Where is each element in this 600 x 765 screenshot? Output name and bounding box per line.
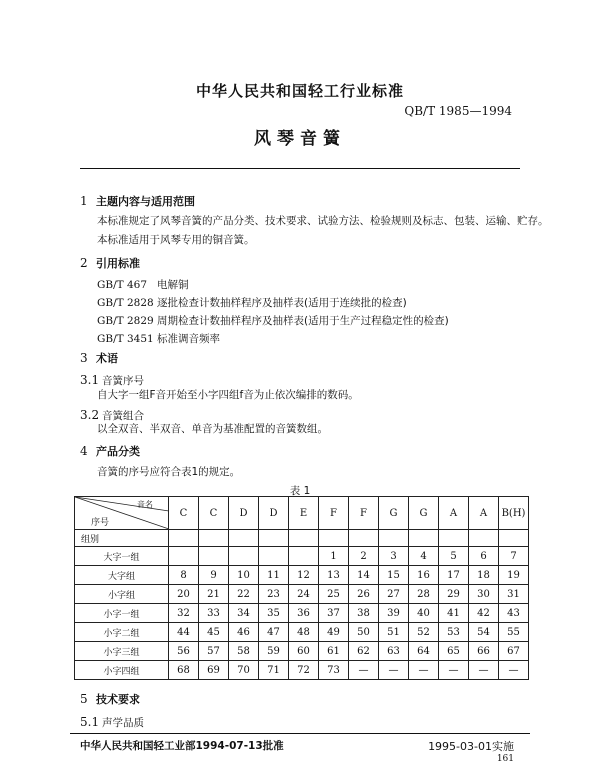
reed-number-cell: 13 (319, 566, 349, 585)
reed-number-cell: 29 (439, 585, 469, 604)
reference-item (97, 331, 220, 346)
reed-number-cell: 8 (169, 566, 199, 585)
group-name-cell: 大字组 (75, 566, 169, 585)
reed-number-cell: 25 (319, 585, 349, 604)
reed-number-cell: 71 (259, 661, 289, 680)
reed-number-cell: 32 (169, 604, 199, 623)
reed-number-cell: 48 (289, 623, 319, 642)
note-header: A (439, 497, 469, 530)
section-number: 4 (80, 444, 88, 458)
reed-number-cell: 6 (469, 547, 499, 566)
reed-number-cell (229, 547, 259, 566)
subsection-title: 音簧组合 (102, 410, 144, 422)
document-title: 风琴音簧 (254, 129, 346, 149)
table-row (75, 585, 529, 604)
table-row (75, 566, 529, 585)
section-title: 术语 (96, 352, 118, 365)
reed-number-cell: — (349, 661, 379, 680)
reference-name: 标准调音频率 (157, 333, 220, 345)
footer-divider (70, 733, 530, 734)
reed-number-cell: 35 (259, 604, 289, 623)
reed-number-cell: 54 (469, 623, 499, 642)
note-header: A (469, 497, 499, 530)
reed-number-cell: 42 (469, 604, 499, 623)
group-name-cell: 小字四组 (75, 661, 169, 680)
section-4-heading (80, 443, 140, 459)
header-divider (80, 168, 520, 169)
section-5-heading (80, 691, 140, 707)
reference-code: GB/T 3451 (97, 333, 154, 345)
reference-item (97, 277, 189, 292)
reed-number-cell: 24 (289, 585, 319, 604)
reed-number-cell: 30 (469, 585, 499, 604)
reed-number-cell (259, 547, 289, 566)
reed-number-cell: 20 (169, 585, 199, 604)
reed-number-cell: — (469, 661, 499, 680)
note-header: C (199, 497, 229, 530)
reed-number-cell: 40 (409, 604, 439, 623)
table-row (75, 642, 529, 661)
corner-diagonal-lines (75, 497, 169, 529)
reed-number-cell: 12 (289, 566, 319, 585)
reed-number-cell: 33 (199, 604, 229, 623)
reed-number-cell: 4 (409, 547, 439, 566)
group-name-cell: 小字一组 (75, 604, 169, 623)
group-name-cell: 小字二组 (75, 623, 169, 642)
reed-number-cell: 51 (379, 623, 409, 642)
reed-number-cell: 17 (439, 566, 469, 585)
subsection-title: 声学品质 (102, 717, 144, 729)
reed-number-cell: 3 (379, 547, 409, 566)
reed-number-cell: 47 (259, 623, 289, 642)
table-row (75, 623, 529, 642)
implementation-date: 1995-03-01实施 (428, 740, 514, 753)
corner-note-label: 音名 (137, 500, 153, 509)
reed-number-cell: 16 (409, 566, 439, 585)
approval-text: 中华人民共和国轻工业部1994-07-13批准 (80, 740, 284, 752)
reed-number-cell: 2 (349, 547, 379, 566)
reed-number-cell: — (439, 661, 469, 680)
reed-number-cell: 56 (169, 642, 199, 661)
subsection-number: 5.1 (80, 715, 100, 729)
reed-number-cell: 10 (229, 566, 259, 585)
subsection-title: 音簧序号 (102, 375, 144, 387)
reed-number-cell: 46 (229, 623, 259, 642)
reed-number-cell: 43 (499, 604, 529, 623)
reed-number-cell: 31 (499, 585, 529, 604)
reed-number-cell: 61 (319, 642, 349, 661)
subsection-3-1-text: 自大字一组F音开始至小字四组f音为止依次编排的数码。 (97, 389, 359, 401)
table-group-header-row (75, 530, 529, 547)
reed-number-cell: 62 (349, 642, 379, 661)
reed-number-cell: 1 (319, 547, 349, 566)
note-header: C (169, 497, 199, 530)
reed-number-cell: 19 (499, 566, 529, 585)
reed-number-cell: 34 (229, 604, 259, 623)
section-title: 主题内容与适用范围 (96, 195, 195, 208)
reed-number-cell: 66 (469, 642, 499, 661)
reed-number-cell: — (409, 661, 439, 680)
reed-number-cell: 57 (199, 642, 229, 661)
reed-number-cell: 59 (259, 642, 289, 661)
reference-name: 逐批检查计数抽样程序及抽样表(适用于连续批的检查) (157, 297, 407, 309)
reed-number-cell: 26 (349, 585, 379, 604)
reed-number-cell: 11 (259, 566, 289, 585)
note-header: F (319, 497, 349, 530)
corner-seq-label: 序号 (91, 518, 110, 528)
section-1-paragraph-2: 本标准适用于风琴专用的铜音簧。 (97, 234, 255, 246)
reed-number-cell: 37 (319, 604, 349, 623)
reed-number-cell: 70 (229, 661, 259, 680)
reed-number-cell: 52 (409, 623, 439, 642)
section-title: 引用标准 (96, 257, 140, 270)
reed-number-cell (289, 547, 319, 566)
section-4-text: 音簧的序号应符合表1的规定。 (97, 466, 241, 478)
subsection-5-1-heading (80, 711, 144, 730)
subsection-3-1-heading (80, 369, 144, 388)
section-number: 1 (80, 194, 88, 208)
corner-group-label: 组别 (81, 534, 100, 545)
section-number: 2 (80, 256, 88, 270)
reed-number-cell: 15 (379, 566, 409, 585)
note-header: E (289, 497, 319, 530)
reed-number-cell: 50 (349, 623, 379, 642)
section-title: 产品分类 (96, 445, 140, 458)
reed-number-table (74, 496, 529, 680)
reed-number-cell: 67 (499, 642, 529, 661)
reed-number-cell: 55 (499, 623, 529, 642)
reed-number-cell: 5 (439, 547, 469, 566)
table-caption: 表 1 (289, 485, 311, 497)
reed-number-cell: 58 (229, 642, 259, 661)
reed-number-cell: 44 (169, 623, 199, 642)
reed-number-cell: 39 (379, 604, 409, 623)
section-number: 3 (80, 351, 88, 365)
reed-number-cell: 22 (229, 585, 259, 604)
subsection-number: 3.2 (80, 408, 100, 422)
reed-number-cell: 9 (199, 566, 229, 585)
reference-code: GB/T 467 (97, 279, 148, 291)
reed-number-cell: 36 (289, 604, 319, 623)
reed-number-cell: 65 (439, 642, 469, 661)
table-corner-cell (75, 497, 169, 530)
reed-number-cell: 73 (319, 661, 349, 680)
reed-number-cell: 14 (349, 566, 379, 585)
table-body (75, 547, 529, 680)
page-number: 161 (496, 754, 514, 764)
reed-number-cell (199, 547, 229, 566)
reed-number-cell: 28 (409, 585, 439, 604)
table-row (75, 661, 529, 680)
reference-code: GB/T 2829 (97, 315, 154, 327)
note-header: D (259, 497, 289, 530)
section-1-heading (80, 193, 195, 209)
reed-number-cell: — (379, 661, 409, 680)
standard-code: QB/T 1985—1994 (404, 104, 512, 118)
reed-number-cell: 45 (199, 623, 229, 642)
section-title: 技术要求 (96, 693, 140, 706)
reed-number-cell: 64 (409, 642, 439, 661)
reed-number-cell: 63 (379, 642, 409, 661)
reed-number-cell: 41 (439, 604, 469, 623)
table-row (75, 547, 529, 566)
note-header: G (379, 497, 409, 530)
reed-number-cell: 23 (259, 585, 289, 604)
note-header: F (349, 497, 379, 530)
group-name-cell: 小字组 (75, 585, 169, 604)
reed-number-cell: 69 (199, 661, 229, 680)
reed-number-cell: 53 (439, 623, 469, 642)
note-header: B(H) (499, 497, 529, 530)
reed-number-cell: 49 (319, 623, 349, 642)
group-header-cell (75, 530, 169, 547)
subsection-number: 3.1 (80, 373, 100, 387)
reed-number-cell: 60 (289, 642, 319, 661)
reference-item (97, 313, 449, 328)
reed-number-cell: — (499, 661, 529, 680)
reed-number-cell: 68 (169, 661, 199, 680)
reed-number-cell: 38 (349, 604, 379, 623)
note-header: D (229, 497, 259, 530)
section-2-heading (80, 255, 140, 271)
group-name-cell: 小字三组 (75, 642, 169, 661)
table-row (75, 604, 529, 623)
reference-name: 周期检查计数抽样程序及抽样表(适用于生产过程稳定性的检查) (157, 315, 449, 327)
reed-number-cell: 72 (289, 661, 319, 680)
reference-name: 电解铜 (157, 279, 189, 291)
note-header: G (409, 497, 439, 530)
org-title: 中华人民共和国轻工行业标准 (195, 82, 404, 100)
table-header-row (75, 497, 529, 530)
reed-number-cell: 27 (379, 585, 409, 604)
reference-code: GB/T 2828 (97, 297, 154, 309)
reference-item (97, 295, 407, 310)
group-name-cell: 大字一组 (75, 547, 169, 566)
section-3-heading (80, 350, 118, 366)
reed-number-cell: 7 (499, 547, 529, 566)
subsection-3-2-text: 以全双音、半双音、单音为基准配置的音簧数组。 (97, 423, 328, 435)
reed-number-cell: 18 (469, 566, 499, 585)
reed-number-cell (169, 547, 199, 566)
section-1-paragraph-1: 本标准规定了风琴音簧的产品分类、技术要求、试验方法、检验规则及标志、包装、运输、贮存。 (97, 215, 549, 227)
reed-number-cell: 21 (199, 585, 229, 604)
section-number: 5 (80, 692, 88, 706)
